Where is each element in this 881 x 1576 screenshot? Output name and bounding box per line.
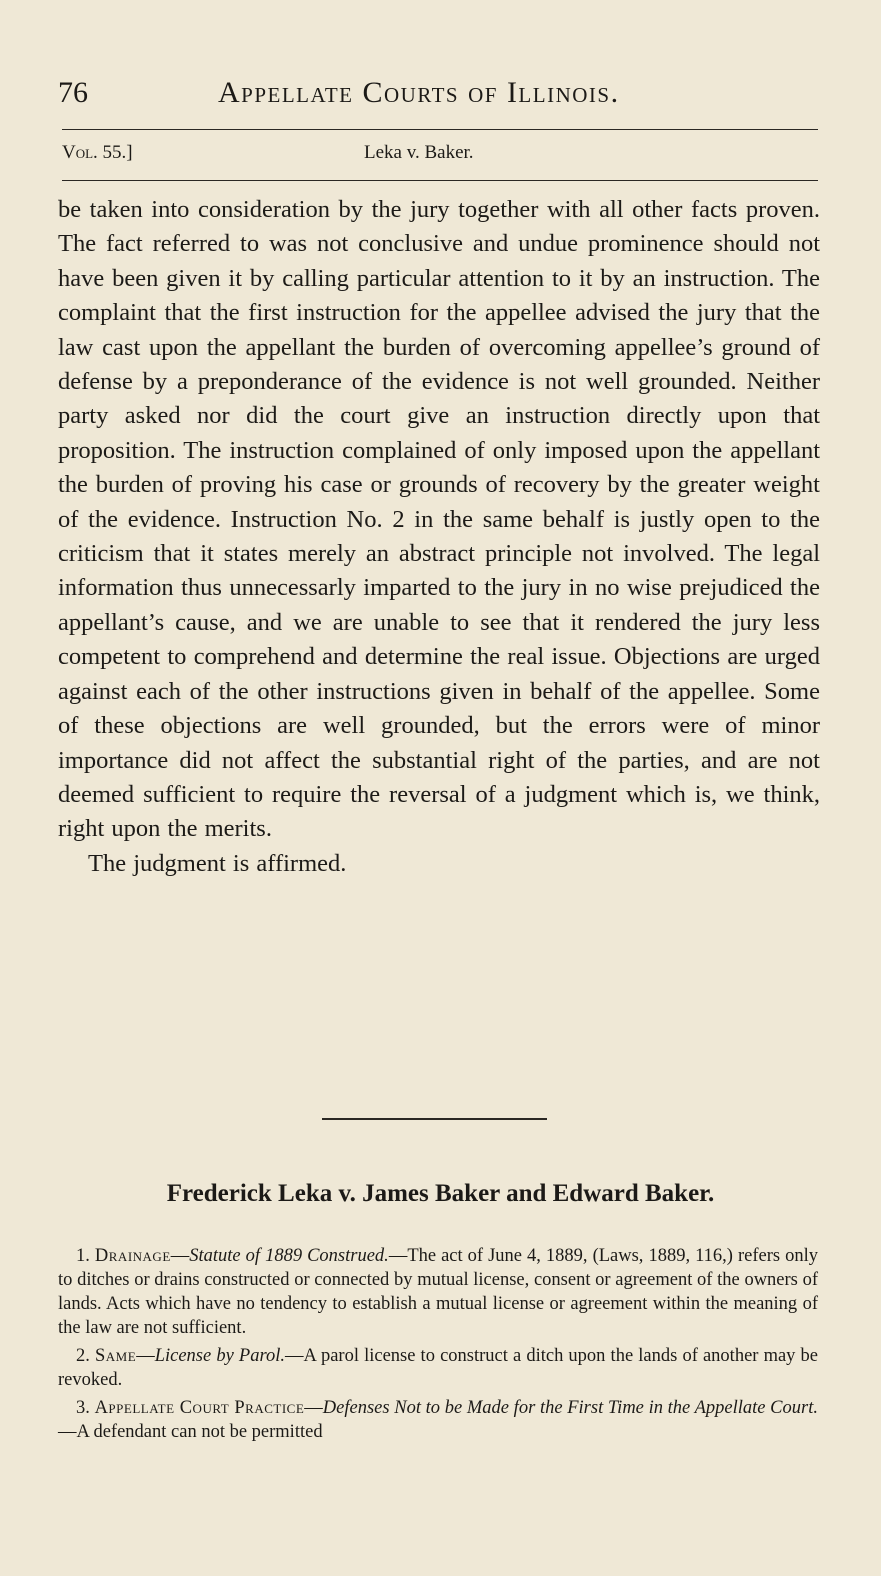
headnote-number: 2.	[76, 1346, 90, 1366]
headnote-number: 3.	[76, 1398, 90, 1418]
volume-label: Vol. 55.]	[62, 142, 133, 163]
case-title: Frederick Leka v. James Baker and Edward Baker.	[166, 1180, 715, 1207]
opinion-text	[58, 193, 820, 881]
headnote: 3. Appellate Court Practice—Defenses Not to be Made for the First Time in the Appellate Court.—A defendant can not be permitted	[58, 1398, 818, 1442]
judgment-line: The judgment is affirmed.	[88, 849, 347, 877]
volume-line	[62, 142, 474, 164]
headnote: 1. Drainage—Statute of 1889 Construed.—The act of June 4, 1889, (Laws, 1889, 116,) refers only to ditches or drains constructed or connected by mutual license, consent or agreement of the owners of lands. Acts which have no tendency to establish a mutual license or agreement within the meaning of the law are not sufficient.	[58, 1246, 818, 1338]
header-rule-top	[62, 129, 818, 130]
headnote-topic: Same	[95, 1346, 137, 1366]
headnote-subtopic: Defenses Not to be Made for the First Time in the Appellate Court.	[322, 1398, 818, 1418]
headnote-subtopic: License by Parol.	[154, 1346, 285, 1366]
headnote-topic: Appellate Court Practice	[94, 1398, 305, 1418]
header-rule-bottom	[62, 180, 818, 181]
running-title: Appellate Courts of Illinois.	[218, 76, 620, 109]
headnotes	[58, 1244, 818, 1448]
section-divider	[322, 1118, 547, 1120]
headnote-number: 1.	[76, 1246, 90, 1266]
headnote: 2. Same—License by Parol.—A parol license to construct a ditch upon the lands of another may be revoked.	[58, 1346, 818, 1390]
headnote-text: A parol license to construct a ditch upon the lands of another may be revoked.	[58, 1346, 818, 1390]
running-head	[58, 76, 818, 120]
headnote-topic: Drainage	[94, 1246, 171, 1266]
page-number: 76	[58, 76, 88, 109]
headnote-text: A defendant can not be permitted	[76, 1422, 323, 1442]
opinion-paragraph: be taken into consideration by the jury together with all other facts proven. The fact referred to was not conclusive and undue prominence should not have been given it by calling particular attention to it by an instruction. The complaint that the first instruction for the appellee advised the jury that the law cast upon the appellant the burden of overcoming appellee’s ground of defense by a preponderance of the evidence is not well grounded. Neither party asked nor did the court give an instruction directly upon that proposition. The instruction complained of only imposed upon the appellant the burden of proving his case or grounds of recovery by the greater weight of the evidence. Instruction No. 2 in the same behalf is justly open to the criticism that it states merely an abstract principle not involved. The legal information thus unnecessarly imparted to the jury in no wise prejudiced the appellant’s cause, and we are unable to see that it rendered the jury less competent to comprehend and determine the real issue. Objections are urged against each of the other instructions given in behalf of the appellee. Some of these objections are well grounded, but the errors were of minor importance did not affect the substantial right of the parties, and are not deemed sufficient to require the reversal of a judgment which is, we think, right upon the merits.	[58, 196, 820, 843]
case-short-title: Leka v. Baker.	[364, 142, 474, 163]
headnote-subtopic: Statute of 1889 Construed.	[189, 1246, 389, 1266]
headnote-text: The act of June 4, 1889, (Laws, 1889, 116,) refers only to ditches or drains constructed or connected by mutual license, consent or agreement of the owners of lands. Acts which have no tendency to establish a mutual license or agreement within the meaning of the law are not sufficient.	[58, 1246, 818, 1338]
